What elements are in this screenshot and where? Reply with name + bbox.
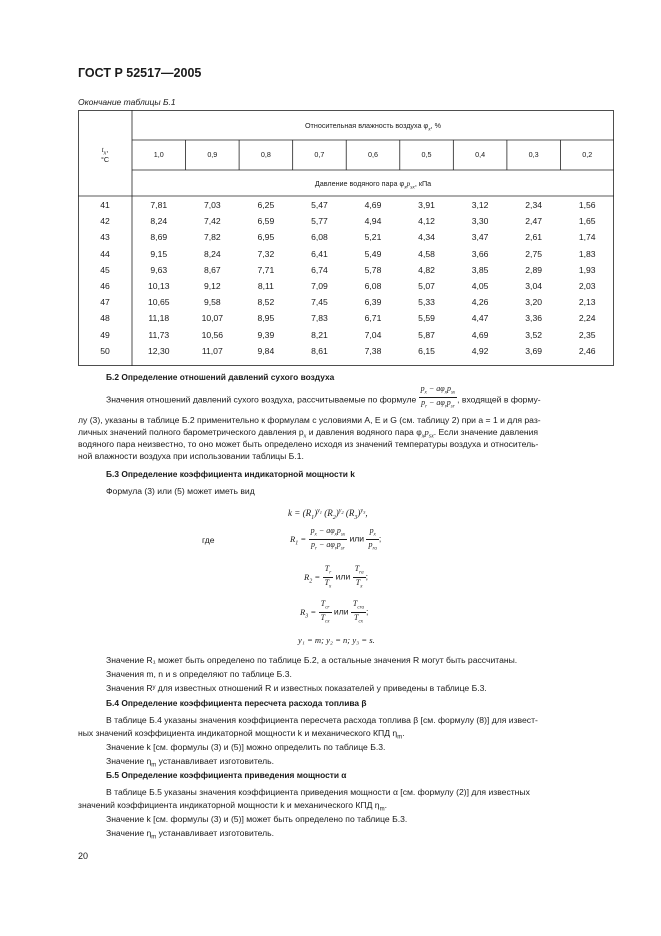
pressure-subscript-2: sx xyxy=(410,184,415,191)
b5-p2-text: значений коэффициента индикаторной мощности k и механического КПД η xyxy=(78,800,380,810)
formula-r1: $R_1$ = $\frac{p_x - a\varphi_xp_{sx}}{p_r - a\varphi_rp_{sr}}$ или $\frac{p_x}{p_{ra}}$ ; xyxy=(290,526,382,552)
pressure-value-cell: 5,78 xyxy=(364,264,382,275)
temperature-cell: 41 xyxy=(100,200,110,210)
humidity-value-header: 0,3 xyxy=(528,150,539,159)
pressure-value-cell: 6,08 xyxy=(311,232,328,243)
section-b2-paragraph-line1 xyxy=(106,384,541,410)
pressure-value-cell: 3,36 xyxy=(525,313,543,324)
pressure-value-cell: 4,47 xyxy=(471,313,489,324)
pressure-value-cell: 8,52 xyxy=(257,297,275,308)
pressure-value-cell: 7,82 xyxy=(203,232,221,243)
pressure-value-cell: 3,12 xyxy=(471,200,489,210)
b5-note-2 xyxy=(106,829,274,842)
temperature-cell: 45 xyxy=(100,264,110,275)
b2-p3-end2: . Если значение давления xyxy=(433,427,539,437)
pressure-value-cell: 9,63 xyxy=(150,264,168,275)
humidity-value-header: 0,4 xyxy=(475,150,486,159)
pressure-value-cell: 6,39 xyxy=(364,297,382,308)
b4-p2-end: . xyxy=(402,728,405,738)
pressure-value-cell: 2,24 xyxy=(578,313,596,324)
b2-p3-subscript-3: sx xyxy=(428,433,434,440)
b5-paragraph-line1: В таблице Б.5 указаны значения коэффициента приведения мощности α [см. формулу (2)] для известных xyxy=(106,787,530,797)
pressure-value-cell: 4,26 xyxy=(471,297,489,308)
temperature-cell: 43 xyxy=(100,232,110,243)
pressure-value-cell: 8,61 xyxy=(311,345,328,356)
pressure-value-cell: 11,18 xyxy=(148,313,170,324)
pressure-value-cell: 2,34 xyxy=(525,200,543,210)
pressure-value-cell: 6,15 xyxy=(418,345,435,356)
pressure-value-cell: 2,35 xyxy=(578,329,596,340)
pressure-value-cell: 3,30 xyxy=(471,216,489,227)
pressure-value-cell: 10,07 xyxy=(201,313,224,324)
pressure-value-cell: 5,47 xyxy=(311,200,328,210)
b2-text-start: Значения отношений давлений сухого воздуха, рассчитываемые по формуле xyxy=(106,394,417,405)
humidity-value-header: 0,9 xyxy=(207,150,218,159)
section-b2-heading: Б.2 Определение отношений давлений сухого воздуха xyxy=(106,372,335,382)
formula-r3: $R_3$ = $\frac{T_{cr}}{T_{cx}}$ или $\frac{T_{cra}}{T_{cx}}$ ; xyxy=(300,599,369,625)
pressure-value-cell: 7,45 xyxy=(311,297,328,308)
pressure-value-cell: 5,77 xyxy=(311,216,328,227)
pressure-subscript: x xyxy=(404,184,407,191)
temperature-symbol: t xyxy=(101,146,104,154)
pressure-value-cell: 12,30 xyxy=(148,345,170,356)
section-b4-heading: Б.4 Определение коэффициента пересчета расхода топлива β xyxy=(106,698,367,708)
b4-note-2 xyxy=(106,757,274,770)
b2-formula-denominator: $p_r - a\varphi_rp_{sr}$ xyxy=(421,397,455,410)
pressure-value-cell: 8,69 xyxy=(150,232,168,243)
pressure-value-cell: 1,74 xyxy=(578,232,596,243)
table-caption: Окончание таблицы Б.1 xyxy=(78,97,176,107)
b5-n2-end: устанавливает изготовитель. xyxy=(156,828,275,838)
b5-paragraph-line2 xyxy=(78,801,387,814)
humidity-value-header: 1,0 xyxy=(153,150,164,159)
pressure-value-cell: 4,12 xyxy=(418,216,435,227)
pressure-value-cell: 7,81 xyxy=(150,200,168,210)
pressure-value-cell: 6,59 xyxy=(257,216,275,227)
b5-p2-subscript: m xyxy=(379,806,385,813)
pressure-value-cell: 2,47 xyxy=(525,216,543,227)
pressure-value-cell: 4,94 xyxy=(364,216,382,227)
pressure-header xyxy=(132,180,614,191)
b4-paragraph-line2 xyxy=(78,729,405,742)
pressure-value-cell: 3,20 xyxy=(525,297,543,308)
pressure-value-cell: 8,24 xyxy=(203,248,221,259)
pressure-value-cell: 8,67 xyxy=(203,264,221,275)
temperature-cell: 46 xyxy=(100,281,110,291)
pressure-value-cell: 4,05 xyxy=(471,281,489,291)
b2-text-end: , входящей в форму- xyxy=(457,394,541,405)
pressure-value-cell: 5,33 xyxy=(418,297,435,308)
b2-formula-numerator: $p_x - a\varphi_xp_{sx}$ xyxy=(419,385,457,398)
temperature-cell: 42 xyxy=(100,216,110,227)
r1-symbol: $R_1$ = xyxy=(290,533,307,547)
humidity-pressure-table xyxy=(78,110,614,366)
humidity-subscript: x xyxy=(428,126,431,133)
pressure-value-cell: 1,93 xyxy=(578,264,596,275)
section-b3-intro: Формула (3) или (5) может иметь вид xyxy=(106,486,255,496)
pressure-value-cell: 10,13 xyxy=(148,281,170,291)
section-b2-paragraph-line2: лу (3), указаны в таблице Б.2 применительно к формулам с условиями A, E и G (см. таблицу 2) при a = 1 и для раз- xyxy=(78,415,541,425)
page-number: 20 xyxy=(78,851,89,861)
pressure-value-cell: 5,21 xyxy=(364,232,382,243)
b3-note-3: Значения Rʸ для известных отношений R и известных показателей y приведены в таблице Б.3. xyxy=(106,683,487,693)
r3-fraction-1: $\frac{T_{cr}}{T_{cx}}$ xyxy=(320,599,330,625)
pressure-value-cell: 10,56 xyxy=(201,329,224,340)
b4-note-1: Значение k [см. формулы (3) и (5)] можно определить по таблице Б.3. xyxy=(106,742,386,752)
section-b5-heading: Б.5 Определение коэффициента приведения мощности α xyxy=(106,770,347,780)
where-label: где xyxy=(202,535,215,545)
b5-p2-end: . xyxy=(384,800,387,810)
temperature-subscript: x xyxy=(103,150,107,157)
pressure-value-cell: 9,12 xyxy=(203,281,221,291)
pressure-value-cell: 7,32 xyxy=(257,248,275,259)
y-exponents-line: y₁ = m; y₂ = n; y₃ = s. xyxy=(298,635,375,645)
pressure-value-cell: 6,95 xyxy=(257,232,275,243)
humidity-header-label: Относительная влажность воздуха φ xyxy=(304,121,429,130)
pressure-value-cell: 9,15 xyxy=(150,248,168,259)
document-title: ГОСТ Р 52517—2005 xyxy=(78,66,202,80)
temperature-cell: 49 xyxy=(100,329,110,340)
pressure-value-cell: 2,13 xyxy=(578,297,596,308)
pressure-value-cell: 6,08 xyxy=(364,281,382,291)
humidity-value-header: 0,2 xyxy=(582,150,593,159)
pressure-value-cell: 2,03 xyxy=(578,281,596,291)
pressure-value-cell: 9,58 xyxy=(203,297,221,308)
pressure-value-cell: 4,69 xyxy=(471,329,489,340)
pressure-value-cell: 5,87 xyxy=(418,329,435,340)
b4-n2-text: Значение η xyxy=(106,756,152,766)
pressure-value-cell: 11,73 xyxy=(148,329,170,340)
formula-k: $k = (R_1)^{y_1}$ $(R_2)^{y_2}$ $(R_3)^{y_3}$, xyxy=(288,508,368,521)
b2-p3-subscript-2: x xyxy=(421,433,425,440)
r2-fraction-1: $\frac{T_r}{T_x}$ xyxy=(324,564,332,590)
b2-p3-end: и давления водяного пара φ xyxy=(308,427,422,437)
humidity-header xyxy=(132,122,614,133)
pressure-value-cell: 5,07 xyxy=(418,281,435,291)
humidity-value-header: 0,5 xyxy=(421,150,432,159)
b3-note-2: Значения m, n и s определяют по таблице Б.3. xyxy=(106,669,292,679)
b2-p3-symbol: p xyxy=(424,427,429,437)
temperature-cell: 44 xyxy=(100,248,110,259)
pressure-value-cell: 6,25 xyxy=(257,200,275,210)
b4-n2-subscript: m xyxy=(151,762,157,769)
pressure-value-cell: 4,34 xyxy=(418,232,435,243)
pressure-value-cell: 4,82 xyxy=(418,264,435,275)
pressure-value-cell: 3,47 xyxy=(471,232,489,243)
pressure-value-cell: 8,24 xyxy=(150,216,168,227)
pressure-value-cell: 10,65 xyxy=(148,297,170,308)
pressure-symbol: p xyxy=(406,180,411,188)
pressure-value-cell: 8,95 xyxy=(257,313,275,324)
formula-r2: $R_2$ = $\frac{T_r}{T_x}$ или $\frac{T_{ra}}{T_x}$ ; xyxy=(304,564,368,590)
humidity-unit: , % xyxy=(430,121,442,130)
pressure-value-cell: 7,71 xyxy=(257,264,275,275)
pressure-value-cell: 7,42 xyxy=(203,216,221,227)
temperature-cell: 48 xyxy=(100,313,110,324)
or-label-3: или xyxy=(333,606,349,617)
pressure-value-cell: 6,74 xyxy=(311,264,328,275)
b4-p2-text: ных значений коэффициента индикаторной мощности k и механического КПД η xyxy=(78,728,398,738)
b4-p2-subscript: m xyxy=(397,734,403,741)
pressure-value-cell: 4,92 xyxy=(471,345,489,356)
b2-p3-text: личных значений полного барометрического давления p xyxy=(78,427,304,437)
b2-ratio-formula xyxy=(419,385,457,410)
pressure-value-cell: 2,89 xyxy=(525,264,543,275)
section-b2-paragraph-line4: водяного пара неизвестно, то оно может быть определено исходя из значений температуры воздуха и относитель- xyxy=(78,439,539,449)
pressure-value-cell: 7,38 xyxy=(364,345,382,356)
pressure-value-cell: 3,91 xyxy=(418,200,435,210)
pressure-value-cell: 9,84 xyxy=(257,345,275,356)
pressure-value-cell: 5,59 xyxy=(418,313,435,324)
pressure-header-label: Давление водяного пара φ xyxy=(314,179,405,188)
r3-symbol: $R_3$ = xyxy=(300,606,317,620)
humidity-value-header: 0,8 xyxy=(260,150,271,159)
pressure-value-cell: 4,69 xyxy=(364,200,382,210)
pressure-value-cell: 3,85 xyxy=(471,264,489,275)
section-b2-paragraph-line5: ной влажности воздуха при использовании таблицы Б.1. xyxy=(78,451,304,461)
pressure-value-cell: 6,71 xyxy=(364,313,382,324)
pressure-value-cell: 9,39 xyxy=(257,329,275,340)
pressure-unit: , кПа xyxy=(414,179,432,188)
b3-note-1: Значение R₁ может быть определено по таблице Б.2, а остальные значения R могут быть рассчитаны. xyxy=(106,655,518,665)
r1-fraction-2: $\frac{p_x}{p_{ra}}$ xyxy=(368,526,377,552)
temperature-header: $t_x$, °C xyxy=(78,146,132,164)
temperature-unit: °C xyxy=(100,155,110,165)
pressure-value-cell: 1,65 xyxy=(578,216,596,227)
b4-paragraph-line1: В таблице Б.4 указаны значения коэффициента пересчета расхода топлива β [см. формулу (8)] для извест- xyxy=(106,715,538,725)
pressure-value-cell: 5,49 xyxy=(364,248,382,259)
humidity-value-header: 0,7 xyxy=(314,150,325,159)
pressure-value-cell: 3,69 xyxy=(525,345,543,356)
pressure-value-cell: 3,52 xyxy=(525,329,543,340)
pressure-value-cell: 11,07 xyxy=(201,345,223,356)
or-label-1: или xyxy=(349,533,365,544)
r3-fraction-2: $\frac{T_{cra}}{T_{cx}}$ xyxy=(352,599,365,625)
section-b3-heading: Б.3 Определение коэффициента индикаторной мощности k xyxy=(106,469,355,479)
pressure-value-cell: 3,66 xyxy=(471,248,489,259)
pressure-value-cell: 2,46 xyxy=(578,345,596,356)
b5-note-1: Значение k [см. формулы (3) и (5)] может быть определено по таблице Б.3. xyxy=(106,814,408,824)
pressure-value-cell: 3,04 xyxy=(525,281,543,291)
temperature-cell: 50 xyxy=(100,345,110,356)
pressure-value-cell: 1,56 xyxy=(578,200,596,210)
r2-fraction-2: $\frac{T_{ra}}{T_x}$ xyxy=(354,564,364,590)
pressure-value-cell: 7,83 xyxy=(311,313,328,324)
or-label-2: или xyxy=(335,571,351,582)
b4-n2-end: устанавливает изготовитель. xyxy=(156,756,275,766)
pressure-value-cell: 8,11 xyxy=(257,281,274,291)
b5-n2-subscript: m xyxy=(151,834,157,841)
pressure-value-cell: 2,61 xyxy=(525,232,543,243)
b5-n2-text: Значение η xyxy=(106,828,152,838)
temperature-cell: 47 xyxy=(100,297,110,308)
pressure-value-cell: 7,03 xyxy=(203,200,221,210)
r2-symbol: $R_2$ = xyxy=(304,571,321,585)
humidity-value-header: 0,6 xyxy=(367,150,378,159)
pressure-value-cell: 6,41 xyxy=(311,248,328,259)
r1-fraction-1: $\frac{p_x - a\varphi_xp_{sx}}{p_r - a\varphi_rp_{sr}}$ xyxy=(310,526,346,552)
pressure-value-cell: 2,75 xyxy=(525,248,543,259)
b2-p3-subscript: x xyxy=(303,433,307,440)
pressure-value-cell: 7,09 xyxy=(311,281,328,291)
pressure-value-cell: 7,04 xyxy=(364,329,382,340)
pressure-value-cell: 8,21 xyxy=(311,329,328,340)
pressure-value-cell: 1,83 xyxy=(578,248,596,259)
pressure-value-cell: 4,58 xyxy=(418,248,435,259)
